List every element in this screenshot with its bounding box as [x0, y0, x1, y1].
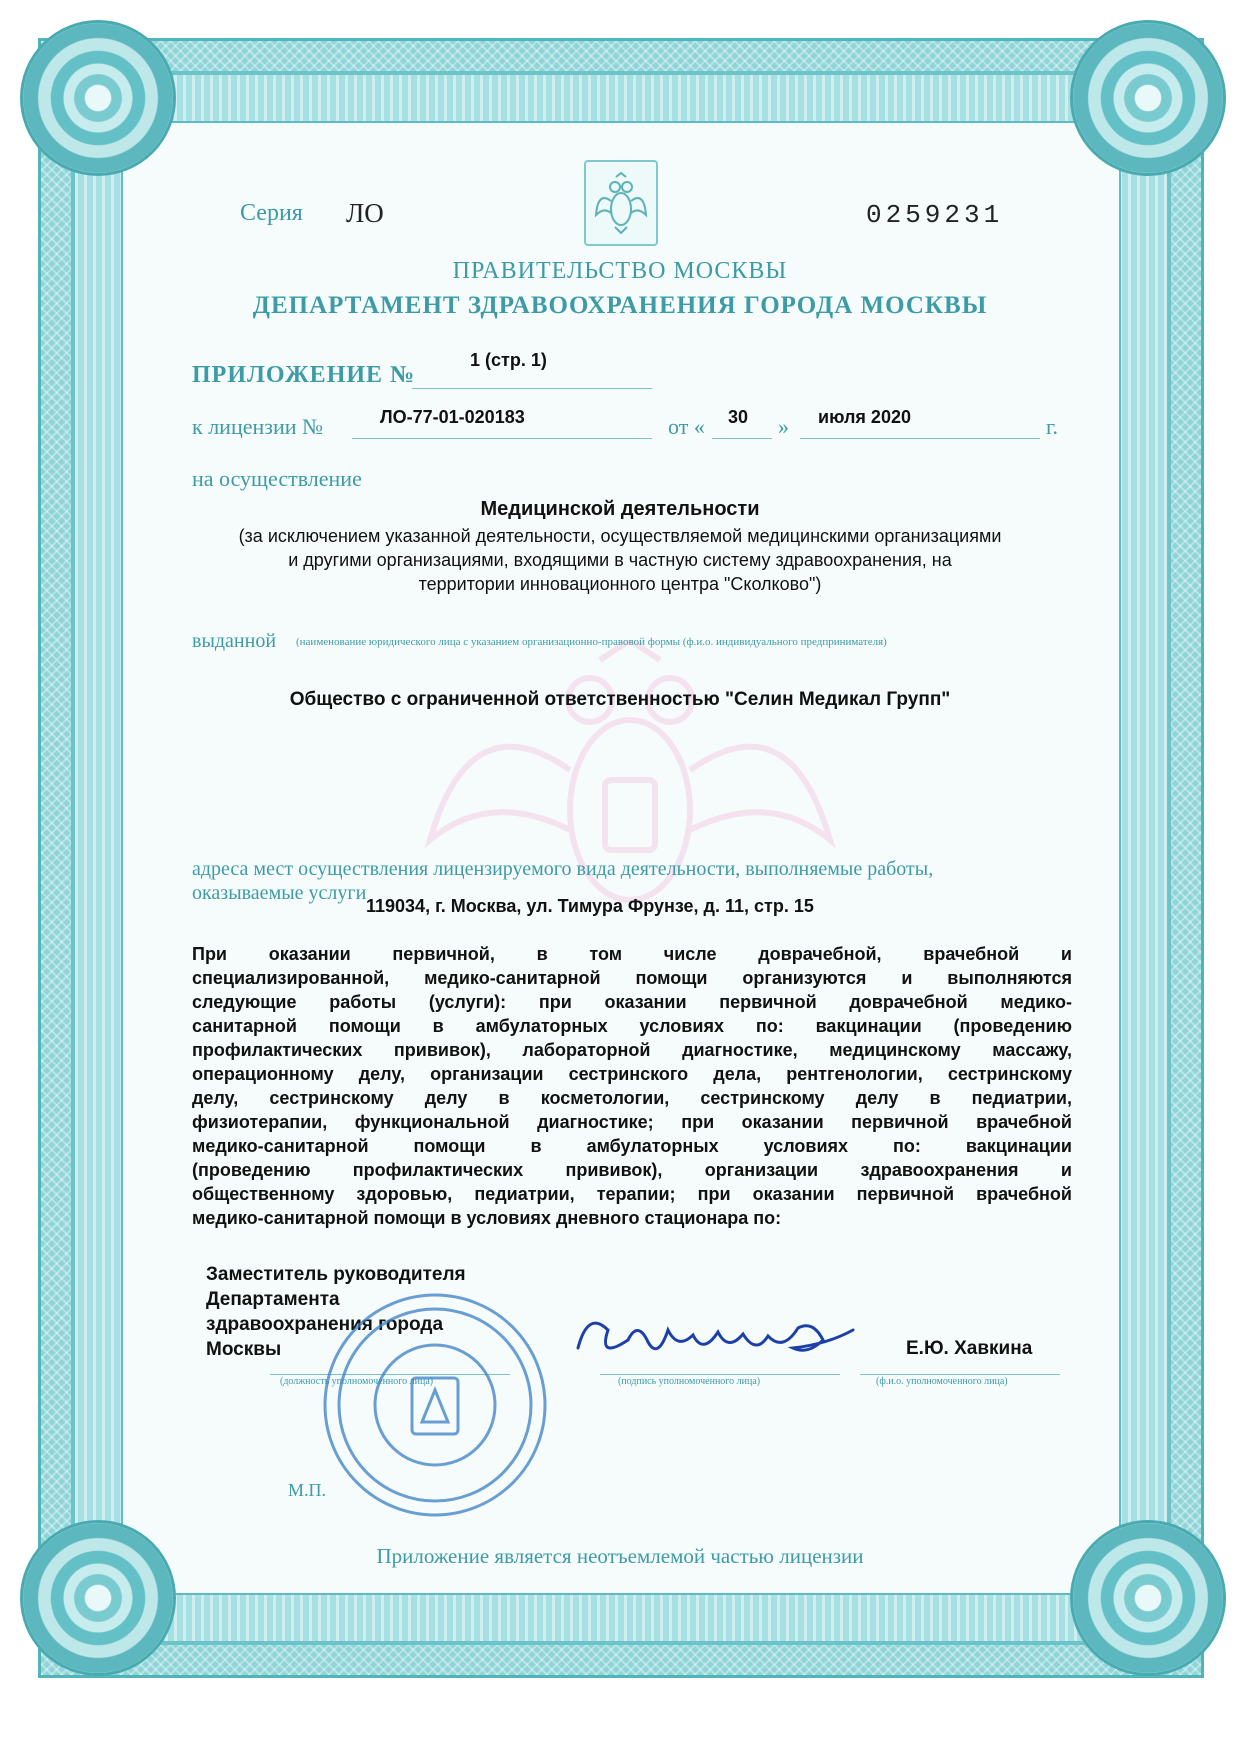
- services-line: медико-санитарной помощи в условиях дневного стационара по:: [192, 1208, 782, 1228]
- address-value: 119034, г. Москва, ул. Тимура Фрунзе, д. 11, стр. 15: [366, 896, 814, 916]
- services-line: следующие работы (услуги): при оказании первичной доврачебной медико-: [192, 992, 1072, 1012]
- signatory-position: Москвы: [206, 1339, 282, 1360]
- organization-name: Общество с ограниченной ответственностью "Селин Медикал Групп": [289, 689, 951, 710]
- series-value: ЛО: [346, 198, 384, 228]
- address-label: оказываемые услуги: [192, 882, 367, 904]
- appendix-label: ПРИЛОЖЕНИЕ №: [192, 362, 416, 388]
- services-line: профилактических прививок), лабораторной диагностике, медицинскому массажу,: [192, 1040, 1072, 1060]
- address-label: адреса мест осуществления лицензируемого вида деятельности, выполняемые работы,: [192, 858, 934, 880]
- purpose-label: на осуществление: [192, 466, 362, 491]
- appendix-number: 1 (стр. 1): [470, 350, 547, 370]
- signatory-name: Е.Ю. Хавкина: [906, 1338, 1033, 1359]
- services-line: санитарной помощи в амбулаторных условиях по: вакцинации (проведению: [192, 1016, 1072, 1036]
- activity-note-line: (за исключением указанной деятельности, осуществляемой медицинскими организациями: [238, 526, 1002, 546]
- eagle-watermark-icon: [410, 640, 850, 940]
- corner-rosette-icon: [1070, 20, 1226, 176]
- date-quote-close: »: [778, 414, 789, 439]
- form-number: 0259231: [866, 200, 1004, 230]
- government-title: ПРАВИТЕЛЬСТВО МОСКВЫ: [452, 258, 788, 284]
- activity-title: Медицинской деятельности: [480, 498, 760, 520]
- license-underline: [352, 438, 652, 439]
- services-line: медико-санитарной помощи в амбулаторных условиях по: вакцинации: [192, 1136, 1072, 1156]
- double-headed-eagle-icon: [594, 171, 648, 235]
- day-underline: [712, 438, 772, 439]
- services-line: специализированной, медико-санитарной помощи организуются и выполняются: [192, 968, 1072, 988]
- official-stamp: [320, 1290, 550, 1520]
- license-month-year: июля 2020: [818, 407, 911, 427]
- seal-place-label: М.П.: [288, 1480, 327, 1500]
- license-number: ЛО-77-01-020183: [380, 407, 525, 427]
- services-line: операционному делу, организации сестринского дела, рентгенологии, сестринскому: [192, 1064, 1072, 1084]
- corner-rosette-icon: [20, 20, 176, 176]
- handwritten-signature: [568, 1300, 868, 1370]
- signature-hint: (подпись уполномоченного лица): [618, 1376, 761, 1387]
- license-day: 30: [728, 407, 749, 427]
- coat-of-arms-emblem: [584, 160, 658, 246]
- position-hint: (должность уполномоченного лица): [280, 1376, 434, 1387]
- appendix-underline: [412, 388, 652, 389]
- signatory-position: Заместитель руководителя: [206, 1264, 466, 1285]
- name-hint: (ф.и.о. уполномоченного лица): [876, 1376, 1008, 1387]
- services-line: физиотерапии, функциональной диагностике; при оказании первичной врачебной: [192, 1112, 1072, 1132]
- services-line: общественному здоровью, педиатрии, терапии; при оказании первичной врачебной: [192, 1184, 1072, 1204]
- series-label: Серия: [240, 200, 303, 226]
- department-title: ДЕПАРТАМЕНТ ЗДРАВООХРАНЕНИЯ ГОРОДА МОСКВЫ: [252, 292, 988, 319]
- issued-hint: (наименование юридического лица с указанием организационно-правовой формы (ф.и.о. индивидуального предпринимателя): [296, 636, 887, 648]
- services-line: При оказании первичной, в том числе доврачебной, врачебной и: [192, 944, 1072, 964]
- activity-note-line: и другими организациями, входящими в частную систему здравоохранения, на: [288, 550, 952, 570]
- signatory-position: здравоохранения города: [206, 1314, 444, 1335]
- footer-note: Приложение является неотъемлемой частью лицензии: [376, 1544, 864, 1568]
- services-line: (проведению профилактических прививок), организации здравоохранения и: [192, 1160, 1072, 1180]
- signatory-position: Департамента: [206, 1289, 340, 1310]
- month-underline: [800, 438, 1040, 439]
- date-from-label: от «: [668, 414, 705, 439]
- services-line: делу, сестринскому делу в косметологии, сестринскому делу в педиатрии,: [192, 1088, 1072, 1108]
- activity-note-line: территории инновационного центра "Сколково"): [418, 574, 822, 594]
- name-underline: [860, 1374, 1060, 1375]
- issued-label: выданной: [192, 630, 277, 652]
- year-suffix: г.: [1046, 414, 1059, 439]
- signature-underline: [600, 1374, 840, 1375]
- license-label: к лицензии №: [192, 414, 323, 439]
